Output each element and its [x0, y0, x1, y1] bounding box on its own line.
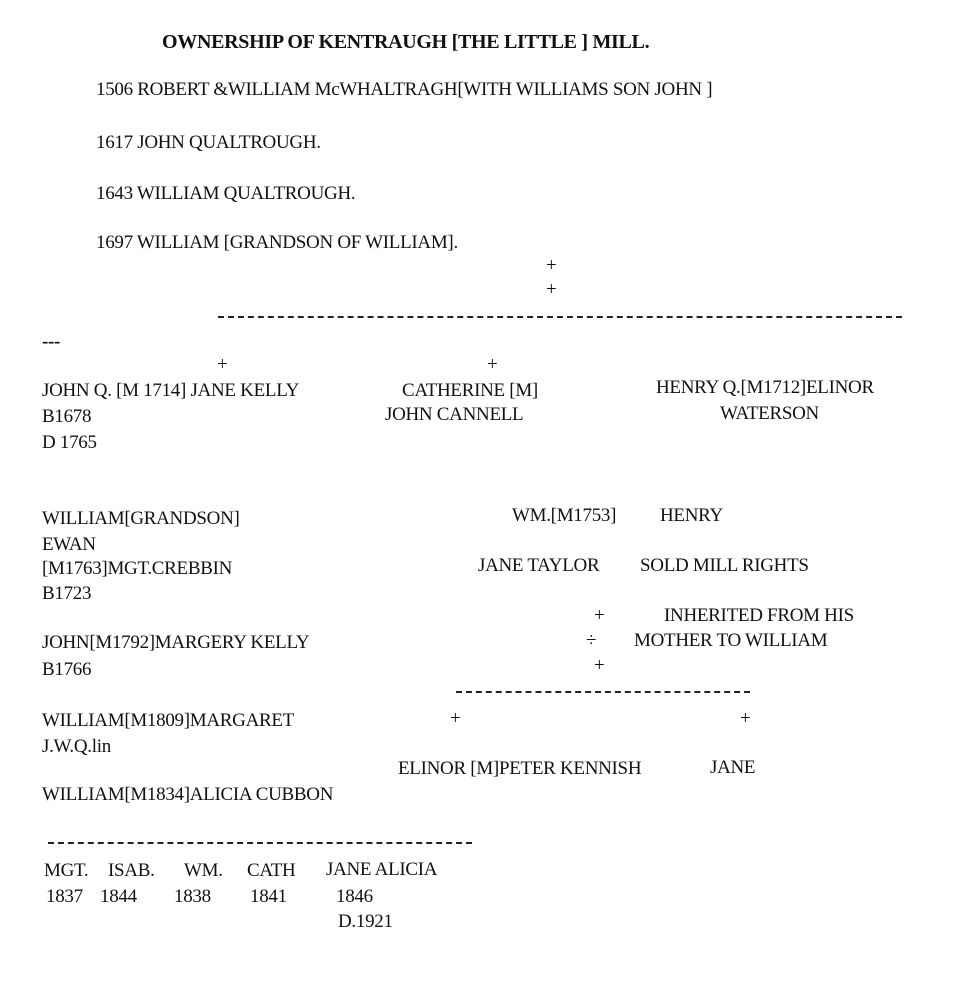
owner-1617: 1617 JOHN QUALTROUGH. [96, 132, 321, 153]
child-died: D.1921 [338, 911, 393, 932]
john-q-born: B1678 [42, 406, 92, 427]
william-grandson: WILLIAM[GRANDSON] [42, 508, 240, 529]
child-year: 1838 [174, 886, 211, 907]
born-1766: B1766 [42, 659, 92, 680]
inherited-note-2: MOTHER TO WILLIAM [634, 630, 828, 651]
born-1723: B1723 [42, 583, 92, 604]
catherine-marriage: CATHERINE [M] [402, 380, 538, 401]
child-name: JANE ALICIA [326, 859, 438, 880]
jane-right: JANE [710, 757, 756, 778]
wm-marriage-1753: WM.[M1753] [512, 505, 617, 526]
connector-plus: + [740, 708, 751, 729]
connector-plus: + [487, 354, 498, 375]
jwq-lin: J.W.Q.lin [42, 736, 111, 757]
henry-right: HENRY [660, 505, 723, 526]
connector-plus: + [450, 708, 461, 729]
sold-mill-rights: SOLD MILL RIGHTS [640, 555, 809, 576]
child-name: ISAB. [108, 860, 155, 881]
john-marriage-1792: JOHN[M1792]MARGERY KELLY [42, 632, 310, 653]
inherited-note-1: INHERITED FROM HIS [664, 605, 854, 626]
connector-plus: + [217, 354, 228, 375]
connector-plus: + [594, 605, 605, 626]
john-q-died: D 1765 [42, 432, 97, 453]
ewan: EWAN [42, 534, 96, 555]
owner-1697: 1697 WILLIAM [GRANDSON OF WILLIAM]. [96, 232, 458, 253]
elinor-marriage: ELINOR [M]PETER KENNISH [398, 758, 642, 779]
connector-plus: + [546, 255, 557, 276]
connector-plus: + [546, 279, 557, 300]
child-year: 1844 [100, 886, 137, 907]
william-marriage-1809: WILLIAM[M1809]MARGARET [42, 710, 294, 731]
henry-q-spouse-surname: WATERSON [720, 403, 819, 424]
child-name: MGT. [44, 860, 89, 881]
jane-taylor: JANE TAYLOR [478, 555, 600, 576]
owner-1643: 1643 WILLIAM QUALTROUGH. [96, 183, 356, 204]
children-line [48, 842, 472, 844]
child-year: 1841 [250, 886, 287, 907]
connector-plus: + [594, 655, 605, 676]
continuation-mark: --- [42, 331, 61, 352]
child-year: 1837 [46, 886, 83, 907]
child-year: 1846 [336, 886, 373, 907]
owner-1506: 1506 ROBERT &WILLIAM McWHALTRAGH[WITH WILLIAMS SON JOHN ] [96, 79, 713, 100]
catherine-spouse: JOHN CANNELL [385, 404, 524, 425]
document-title: OWNERSHIP OF KENTRAUGH [THE LITTLE ] MILL. [162, 31, 650, 53]
marriage-1763: [M1763]MGT.CREBBIN [42, 558, 233, 579]
henry-q-marriage: HENRY Q.[M1712]ELINOR [656, 377, 874, 398]
connector-divide: ÷ [586, 630, 597, 651]
john-q-marriage: JOHN Q. [M 1714] JANE KELLY [42, 380, 300, 401]
child-name: WM. [184, 860, 223, 881]
right-branch-line [456, 691, 750, 693]
family-branch-line [218, 316, 902, 318]
william-marriage-1834: WILLIAM[M1834]ALICIA CUBBON [42, 784, 334, 805]
child-name: CATH [247, 860, 296, 881]
